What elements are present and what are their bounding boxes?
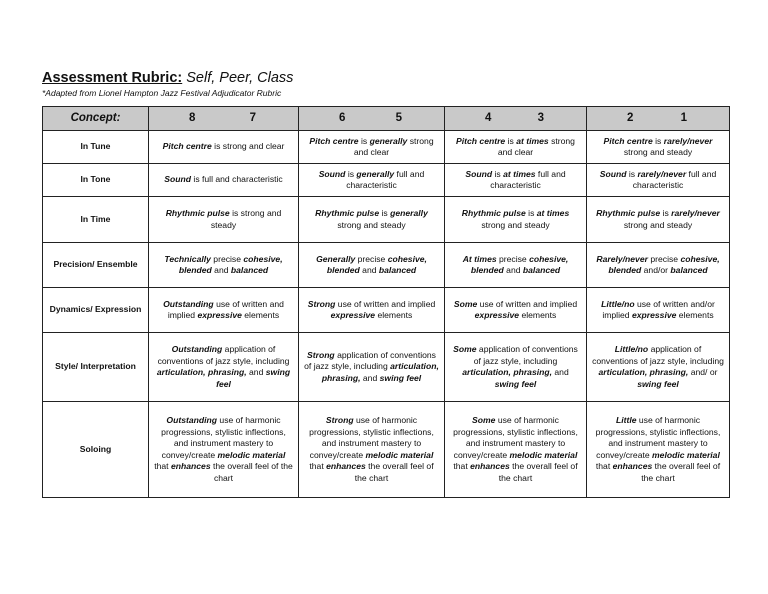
emphasis-text: articulation, phrasing, xyxy=(462,367,553,377)
score-header-6-5 xyxy=(299,107,445,131)
emphasis-text: Pitch centre xyxy=(603,135,653,146)
descriptor-cell xyxy=(587,197,730,243)
rubric-body xyxy=(43,131,730,498)
descriptor-cell xyxy=(299,164,445,197)
score-label: 2 xyxy=(627,111,634,124)
descriptor-text: use of written and implied xyxy=(477,298,578,309)
descriptor-text: the overall feel of the chart xyxy=(210,461,293,483)
descriptor-text: strong and clear xyxy=(353,135,434,157)
emphasis-text: expressive xyxy=(474,310,520,320)
descriptor-cell xyxy=(299,288,445,333)
descriptor-text: is xyxy=(345,168,357,179)
emphasis-text: Strong xyxy=(307,298,336,309)
descriptor-text: use of harmonic progressions, stylistic inflections, and instrument mastery to convey/create xyxy=(161,415,286,460)
score-label: 5 xyxy=(395,111,402,124)
emphasis-text: Pitch centre xyxy=(309,135,359,146)
emphasis-text: balanced xyxy=(522,265,561,275)
descriptor-text: is strong and clear xyxy=(211,141,285,152)
emphasis-text: expressive xyxy=(330,310,376,320)
descriptor-text: and/ or xyxy=(688,367,718,377)
emphasis-text: Rhythmic pulse xyxy=(461,208,526,218)
emphasis-text: Little/no xyxy=(614,344,649,354)
descriptor-text: is xyxy=(379,208,391,218)
concept-cell: In Time xyxy=(43,197,149,243)
descriptor-cell xyxy=(445,131,587,164)
descriptor-text: is xyxy=(525,208,537,218)
descriptor-text: use of written and implied xyxy=(335,298,436,309)
descriptor-text: and/or xyxy=(641,265,671,275)
descriptor-text: application of conventions of jazz style, including xyxy=(592,344,724,366)
score-label: 1 xyxy=(680,111,687,124)
descriptor-cell xyxy=(445,288,587,333)
descriptor-text: and xyxy=(552,367,569,377)
concept-cell: Precision/ Ensemble xyxy=(43,243,149,288)
emphasis-text: Outstanding xyxy=(171,344,223,354)
descriptor-text: strong and steady xyxy=(481,219,550,230)
descriptor-text: that xyxy=(453,461,471,471)
descriptor-cell xyxy=(299,131,445,164)
descriptor-cell xyxy=(587,243,730,288)
descriptor-cell xyxy=(149,333,299,402)
descriptor-text: that xyxy=(595,461,613,471)
title-main: Assessment Rubric: xyxy=(42,70,183,86)
emphasis-text: cohesive, blended xyxy=(178,253,283,275)
rubric-row-in-tone xyxy=(43,164,730,197)
emphasis-text: cohesive, blended xyxy=(470,253,569,275)
descriptor-text: and xyxy=(359,265,379,275)
concept-cell: In Tune xyxy=(43,131,149,164)
emphasis-text: rarely/never xyxy=(663,135,713,146)
descriptor-text: is xyxy=(505,135,517,146)
descriptor-text: use of written and/or implied xyxy=(602,298,715,320)
descriptor-text: use of harmonic progressions, stylistic inflections, and instrument mastery to convey/create xyxy=(309,415,434,460)
emphasis-text: Strong xyxy=(325,415,354,425)
emphasis-text: melodic material xyxy=(365,449,434,460)
emphasis-text: at times xyxy=(516,135,549,146)
concept-cell: Dynamics/ Expression xyxy=(43,288,149,333)
emphasis-text: articulation, phrasing, xyxy=(598,367,689,377)
emphasis-text: rarely/never xyxy=(637,168,687,179)
descriptor-cell xyxy=(587,333,730,402)
descriptor-text: use of written and implied xyxy=(167,298,284,320)
rubric-row-in-time xyxy=(43,197,730,243)
descriptor-text: that xyxy=(154,461,171,471)
emphasis-text: melodic material xyxy=(217,449,286,460)
descriptor-text: the overall feel of the chart xyxy=(498,461,578,483)
descriptor-text: elements xyxy=(241,310,280,320)
rubric-row-style-interpretation xyxy=(43,333,730,402)
emphasis-text: At times xyxy=(462,253,497,264)
descriptor-text: and xyxy=(211,265,231,275)
descriptor-text: and xyxy=(503,265,523,275)
emphasis-text: melodic material xyxy=(509,449,578,460)
concept-cell: In Tone xyxy=(43,164,149,197)
descriptor-text: strong and steady xyxy=(337,219,406,230)
descriptor-cell xyxy=(299,197,445,243)
descriptor-text: elements xyxy=(676,310,714,320)
score-header-2-1 xyxy=(587,107,730,131)
emphasis-text: Little/no xyxy=(601,298,635,309)
descriptor-cell xyxy=(587,288,730,333)
emphasis-text: Sound xyxy=(599,168,627,179)
emphasis-text: articulation, phrasing, xyxy=(321,361,439,383)
descriptor-cell xyxy=(299,333,445,402)
descriptor-cell xyxy=(445,243,587,288)
descriptor-text: and xyxy=(246,367,266,377)
descriptor-text: strong and clear xyxy=(497,135,575,157)
emphasis-text: enhances xyxy=(326,461,366,471)
emphasis-text: enhances xyxy=(470,461,510,471)
emphasis-text: Rhythmic pulse xyxy=(596,208,661,218)
rubric-row-dynamics-expression xyxy=(43,288,730,333)
emphasis-text: Little xyxy=(615,415,637,425)
emphasis-text: rarely/never xyxy=(671,208,720,218)
emphasis-text: Sound xyxy=(318,168,346,179)
score-header-4-3 xyxy=(445,107,587,131)
rubric-row-soloing xyxy=(43,402,730,498)
emphasis-text: Some xyxy=(453,298,478,309)
descriptor-cell xyxy=(149,131,299,164)
descriptor-text: full and characteristic xyxy=(632,168,717,190)
descriptor-text: full and characteristic xyxy=(346,168,425,190)
descriptor-cell xyxy=(445,164,587,197)
emphasis-text: Rarely/never xyxy=(596,253,648,264)
descriptor-cell xyxy=(587,164,730,197)
score-label: 6 xyxy=(339,111,346,124)
descriptor-text: precise xyxy=(647,253,681,264)
emphasis-text: swing feel xyxy=(637,378,679,389)
header-row xyxy=(43,107,730,131)
descriptor-text: precise xyxy=(496,253,530,264)
emphasis-text: generally xyxy=(369,135,408,146)
emphasis-text: at times xyxy=(536,208,570,218)
descriptor-text: and xyxy=(360,372,380,383)
emphasis-text: Pitch centre xyxy=(162,141,212,152)
descriptor-text: is xyxy=(660,208,672,218)
emphasis-text: Pitch centre xyxy=(456,135,506,146)
descriptor-text: application of conventions of jazz style, including xyxy=(304,349,436,372)
descriptor-text: elements xyxy=(375,310,413,320)
attribution-note: *Adapted from Lionel Hampton Jazz Festival Adjudicator Rubric xyxy=(42,88,282,98)
emphasis-text: Rhythmic pulse xyxy=(315,208,380,218)
descriptor-cell xyxy=(149,402,299,498)
score-header-8-7 xyxy=(149,107,299,131)
title-sub: Self, Peer, Class xyxy=(182,70,294,86)
descriptor-cell xyxy=(149,288,299,333)
score-label: 3 xyxy=(537,111,544,124)
descriptor-text: elements xyxy=(519,310,557,320)
score-label: 4 xyxy=(485,111,492,124)
emphasis-text: enhances xyxy=(170,461,211,471)
emphasis-text: Sound xyxy=(465,168,493,179)
rubric-table xyxy=(42,106,730,498)
descriptor-cell xyxy=(149,164,299,197)
emphasis-text: expressive xyxy=(197,310,242,320)
descriptor-cell xyxy=(445,402,587,498)
emphasis-text: Some xyxy=(453,344,477,354)
emphasis-text: Outstanding xyxy=(166,415,218,425)
emphasis-text: Strong xyxy=(307,349,335,360)
emphasis-text: generally xyxy=(390,208,428,218)
emphasis-text: expressive xyxy=(631,310,677,320)
descriptor-text: precise xyxy=(210,253,244,264)
rubric-row-in-tune xyxy=(43,131,730,164)
descriptor-text: is xyxy=(626,168,638,179)
emphasis-text: melodic material xyxy=(652,449,720,460)
descriptor-text: the overall feel of the chart xyxy=(641,461,721,483)
descriptor-text: use of harmonic progressions, stylistic inflections, and instrument mastery to convey/create xyxy=(595,415,721,460)
emphasis-text: articulation, phrasing, xyxy=(156,367,247,377)
emphasis-text: Some xyxy=(472,415,496,425)
concept-cell: Style/ Interpretation xyxy=(43,333,149,402)
emphasis-text: swing feel xyxy=(379,372,422,383)
emphasis-text: enhances xyxy=(612,461,653,471)
score-label: 8 xyxy=(189,111,196,124)
descriptor-cell xyxy=(149,243,299,288)
emphasis-text: swing feel xyxy=(494,378,537,389)
descriptor-text: application of conventions of jazz style, including xyxy=(473,344,578,366)
descriptor-cell xyxy=(299,402,445,498)
descriptor-text: use of harmonic progressions, stylistic inflections, and instrument mastery to convey/create xyxy=(453,415,578,460)
emphasis-text: cohesive, blended xyxy=(326,253,427,275)
emphasis-text: Sound xyxy=(164,174,192,185)
score-label: 7 xyxy=(249,111,256,124)
emphasis-text: Technically xyxy=(164,253,211,264)
concept-header: Concept: xyxy=(43,107,149,131)
descriptor-text: is xyxy=(358,135,370,146)
descriptor-text: strong and steady xyxy=(623,219,693,230)
emphasis-text: cohesive, blended xyxy=(608,253,720,275)
descriptor-cell xyxy=(445,333,587,402)
emphasis-text: generally xyxy=(356,168,395,179)
descriptor-text: is strong and steady xyxy=(210,208,282,230)
concept-cell: Soloing xyxy=(43,402,149,498)
descriptor-text: that xyxy=(309,461,327,471)
descriptor-text: is full and characteristic xyxy=(191,174,283,185)
descriptor-text: application of conventions of jazz style, including xyxy=(157,344,290,366)
emphasis-text: at times xyxy=(503,168,536,179)
descriptor-text: is xyxy=(652,135,664,146)
descriptor-cell xyxy=(587,131,730,164)
emphasis-text: Rhythmic pulse xyxy=(165,208,230,218)
emphasis-text: balanced xyxy=(378,265,417,275)
emphasis-text: balanced xyxy=(670,265,708,275)
descriptor-text: strong and steady xyxy=(623,147,693,157)
rubric-row-precision-ensemble xyxy=(43,243,730,288)
emphasis-text: Generally xyxy=(316,253,356,264)
descriptor-cell xyxy=(149,197,299,243)
descriptor-cell xyxy=(299,243,445,288)
descriptor-cell xyxy=(445,197,587,243)
descriptor-text: full and characteristic xyxy=(490,168,566,190)
descriptor-cell xyxy=(587,402,730,498)
emphasis-text: swing feel xyxy=(216,367,291,389)
emphasis-text: balanced xyxy=(230,265,269,275)
descriptor-text: precise xyxy=(355,253,388,264)
emphasis-text: Outstanding xyxy=(163,298,214,309)
descriptor-text: the overall feel of the chart xyxy=(354,461,434,483)
page-title xyxy=(42,70,293,87)
descriptor-text: is xyxy=(492,168,504,179)
